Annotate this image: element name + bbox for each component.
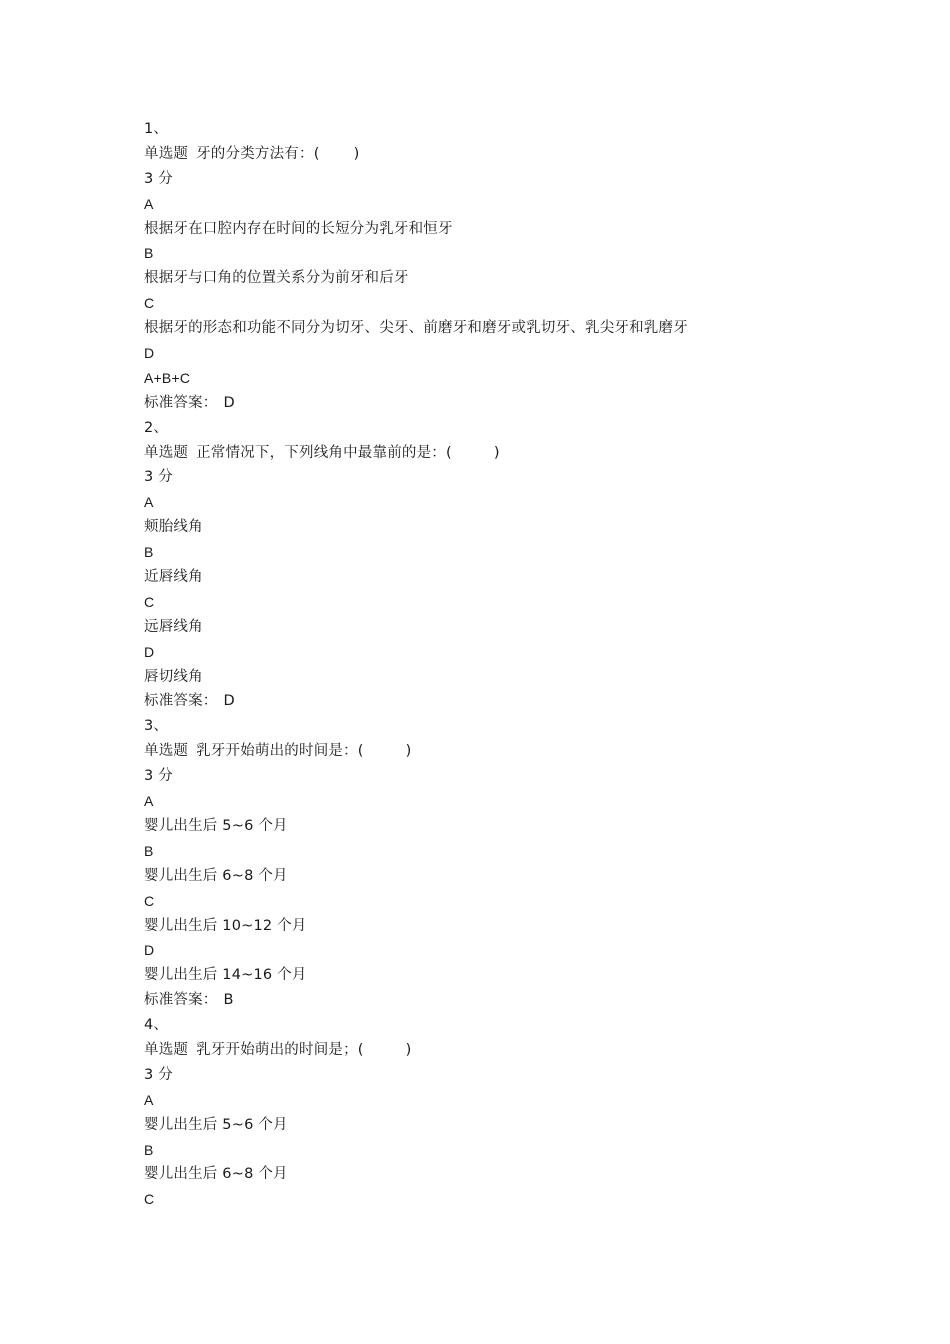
question-paren-close: ) [405, 1041, 412, 1058]
question-type: 单选题 [144, 743, 189, 760]
question-score: 3 分 [144, 768, 173, 785]
question-text: 正常情况下，下列线角中最靠前的是：( [196, 444, 452, 461]
question-number: 4、 [144, 1017, 169, 1034]
option-text: 远唇线角 [144, 618, 203, 635]
option-text: A+B+C [144, 369, 191, 386]
option-text: 婴儿出生后 6~8 个月 [144, 1166, 288, 1183]
option-text: 唇切线角 [144, 668, 203, 685]
question-text: 牙的分类方法有：( [196, 145, 320, 162]
question-stem [144, 441, 904, 466]
option-text: 近唇线角 [144, 569, 203, 586]
question-stem [144, 142, 904, 167]
option-text: 婴儿出生后 6~8 个月 [144, 867, 288, 884]
option-letter: A [144, 793, 154, 810]
option-letter: B [144, 842, 154, 859]
standard-answer [144, 391, 904, 416]
question-paren-close: ) [493, 444, 500, 461]
question-stem [144, 1038, 904, 1063]
option-letter: A [144, 494, 154, 511]
option-letter: C [144, 295, 155, 312]
question-type: 单选题 [144, 1041, 189, 1058]
answer-value: D [223, 394, 235, 411]
option-letter: D [144, 942, 155, 959]
question-list [144, 117, 904, 1212]
option-letter: C [144, 593, 155, 610]
option-letter: D [144, 643, 155, 660]
option-letter: C [144, 892, 155, 909]
option-text: 婴儿出生后 10~12 个月 [144, 917, 307, 934]
option-text: 根据牙与口角的位置关系分为前牙和后牙 [144, 270, 409, 287]
answer-value: D [223, 693, 235, 710]
option-text: 根据牙的形态和功能不同分为切牙、尖牙、前磨牙和磨牙或乳切牙、乳尖牙和乳磨牙 [144, 320, 688, 337]
question-text: 乳牙开始萌出的时间是；( [196, 1041, 364, 1058]
answer-value: B [223, 992, 234, 1009]
standard-answer [144, 988, 904, 1013]
question-score: 3 分 [144, 1066, 173, 1083]
question-type: 单选题 [144, 444, 189, 461]
answer-label: 标准答案： [144, 394, 218, 411]
question-stem [144, 739, 904, 764]
question-text: 乳牙开始萌出的时间是：( [196, 743, 364, 760]
question-paren-close: ) [353, 145, 360, 162]
option-text: 婴儿出生后 5~6 个月 [144, 1116, 288, 1133]
question-type: 单选题 [144, 145, 189, 162]
option-letter: B [144, 544, 154, 561]
question-score: 3 分 [144, 469, 173, 486]
question-score: 3 分 [144, 170, 173, 187]
question-number: 1、 [144, 121, 169, 137]
option-text: 婴儿出生后 5~6 个月 [144, 817, 288, 834]
option-letter: C [144, 1191, 155, 1208]
option-letter: D [144, 345, 155, 362]
standard-answer [144, 689, 904, 714]
question-paren-close: ) [405, 743, 412, 760]
option-letter: B [144, 1141, 154, 1158]
option-letter: B [144, 245, 154, 262]
question-number: 2、 [144, 419, 169, 436]
question-number: 3、 [144, 718, 169, 735]
answer-label: 标准答案： [144, 992, 218, 1009]
option-text: 根据牙在口腔内存在时间的长短分为乳牙和恒牙 [144, 220, 453, 237]
option-text: 婴儿出生后 14~16 个月 [144, 967, 307, 984]
option-letter: A [144, 1091, 154, 1108]
option-text: 颊胎线角 [144, 519, 203, 536]
option-letter: A [144, 195, 154, 212]
answer-label: 标准答案： [144, 693, 218, 710]
